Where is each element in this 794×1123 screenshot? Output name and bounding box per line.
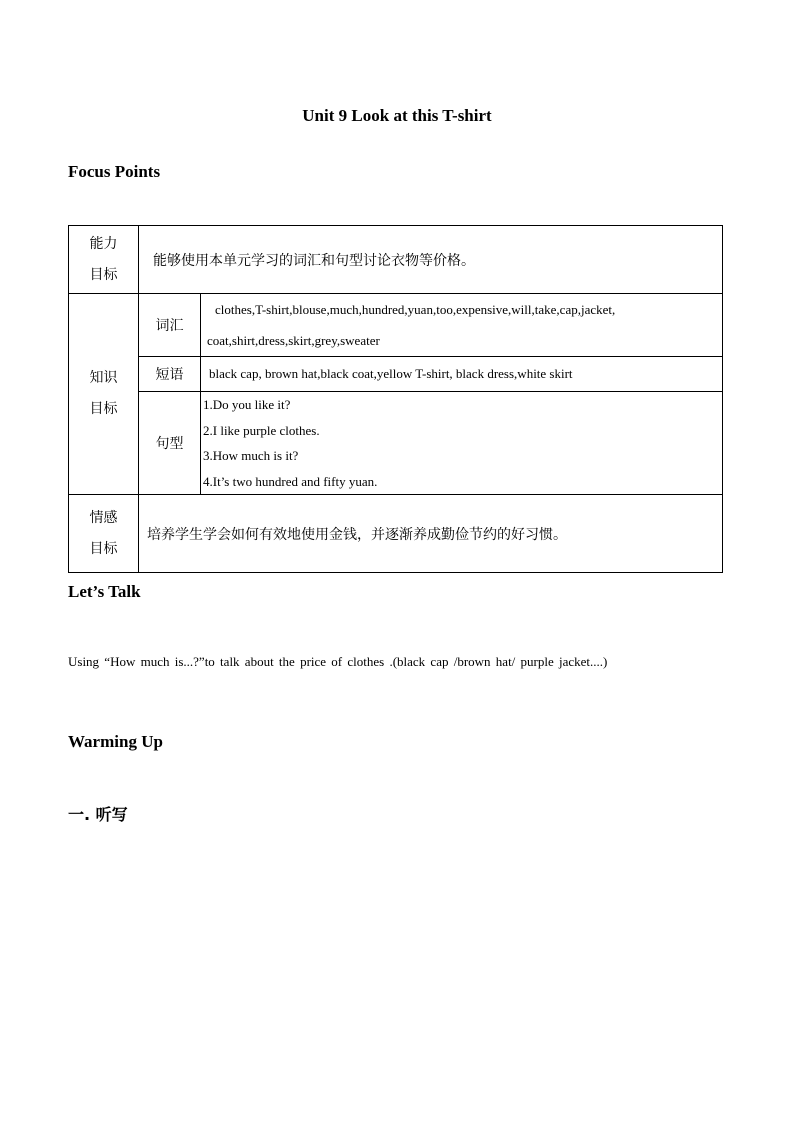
warming-up-heading: Warming Up — [68, 732, 163, 751]
phrase-row — [69, 357, 723, 392]
emotion-row — [69, 495, 723, 573]
vocab-row — [69, 294, 723, 357]
document-title: Unit 9 Look at this T-shirt — [302, 106, 492, 125]
phrase-label: 短语 — [139, 357, 201, 392]
sentence-item: 2.I like purple clothes. — [203, 422, 320, 438]
sentence-item: 4.It’s two hundred and fifty yuan. — [203, 473, 378, 489]
sentence-item: 3.How much is it? — [203, 448, 299, 463]
focus-points-table — [68, 225, 723, 573]
vocab-text: clothes,T-shirt,blouse,much,hundred,yuan,too,expensive,will,take,cap,jacket, coat,shirt,dress,skirt,grey,sweater — [201, 294, 723, 357]
ability-label: 能力 目标 — [69, 226, 139, 294]
ability-row — [69, 226, 723, 294]
focus-points-heading: Focus Points — [68, 162, 161, 181]
sentence-list — [201, 392, 723, 495]
emotion-text: 培养学生学会如何有效地使用金钱，并逐渐养成勤俭节约的好习惯。 — [139, 495, 723, 573]
lets-talk-heading: Let’s Talk — [68, 582, 141, 601]
sentence-item: 1.Do you like it? — [203, 397, 291, 412]
knowledge-label: 知识 目标 — [69, 294, 139, 495]
sentence-row — [69, 392, 723, 495]
phrase-text: black cap, brown hat,black coat,yellow T-shirt, black dress,white skirt — [201, 357, 723, 392]
emotion-label: 情感 目标 — [69, 495, 139, 573]
ability-text: 能够使用本单元学习的词汇和句型讨论衣物等价格。 — [139, 226, 723, 294]
vocab-label: 词汇 — [139, 294, 201, 357]
sentence-label: 句型 — [139, 392, 201, 495]
lets-talk-text: Using “How much is...?”to talk about the price of clothes .(black cap /brown hat/ purple jacket....) — [68, 654, 608, 669]
dictation-heading: 一. 听写 — [68, 805, 128, 824]
